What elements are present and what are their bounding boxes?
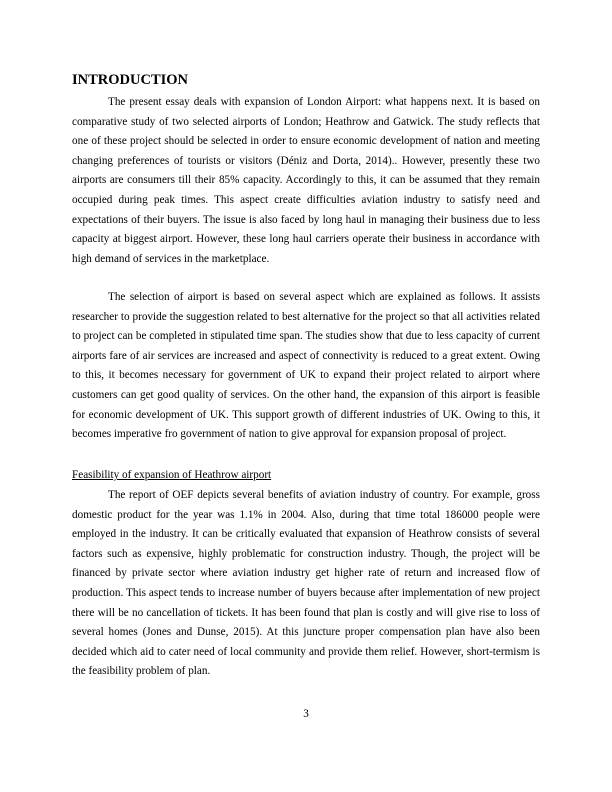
section-heading: INTRODUCTION [72, 72, 189, 88]
page-number: 3 [303, 708, 309, 720]
paragraph-airport-selection: The selection of airport is based on several aspect which are explained as follows. It assists researcher to provide the suggestion related to best alternative for the project so that all activities related to project can be completed in stipulated time span. The studies show that due to less capacity of current airports fare of air services are increased and aspect of connectivity is reduced to a great extent. Owing to this, it becomes necessary for government of UK to expand their project related to airport where customers can get good quality of services. On the other hand, the expansion of this airport is feasible for economic development of UK. This support growth of different industries of UK. Owing to this, it becomes imperative fro government of nation to give approval for expansion proposal of project. [72, 291, 540, 441]
subsection-heading: Feasibility of expansion of Heathrow airport [72, 469, 272, 481]
paragraph-intro: The present essay deals with expansion of London Airport: what happens next. It is based on comparative study of two selected airports of London; Heathrow and Gatwick. The study reflects that one of these project should be selected in order to ensure economic development of nation and meeting changing preferences of tourists or visitors (Déniz and Dorta, 2014).. However, presently these two airports are consumers till their 85% capacity. Accordingly to this, it can be assumed that they remain occupied during peak times. This aspect create difficulties aviation industry to satisfy need and expectations of their buyers. The issue is also faced by long haul in managing their business due to less capacity at biggest airport. However, these long haul carriers operate their business in accordance with high demand of services in the marketplace. [72, 96, 540, 265]
paragraph-heathrow-feasibility: The report of OEF depicts several benefits of aviation industry of country. For example, gross domestic product for the year was 1.1% in 2004. Also, during that time total 186000 people were employed in the industry. It can be critically evaluated that expansion of Heathrow consists of several factors such as expensive, highly problematic for construction industry. Though, the project will be financed by private sector where aviation industry get higher rate of return and increased flow of production. This aspect tends to increase number of buyers because after implementation of new project there will be no cancellation of tickets. It has been found that plan is costly and will give rise to loss of several homes (Jones and Dunse, 2015). At this juncture proper compensation plan have also been decided which aid to cater need of local community and provide them relief. However, short-termism is the feasibility problem of plan. [72, 489, 540, 678]
